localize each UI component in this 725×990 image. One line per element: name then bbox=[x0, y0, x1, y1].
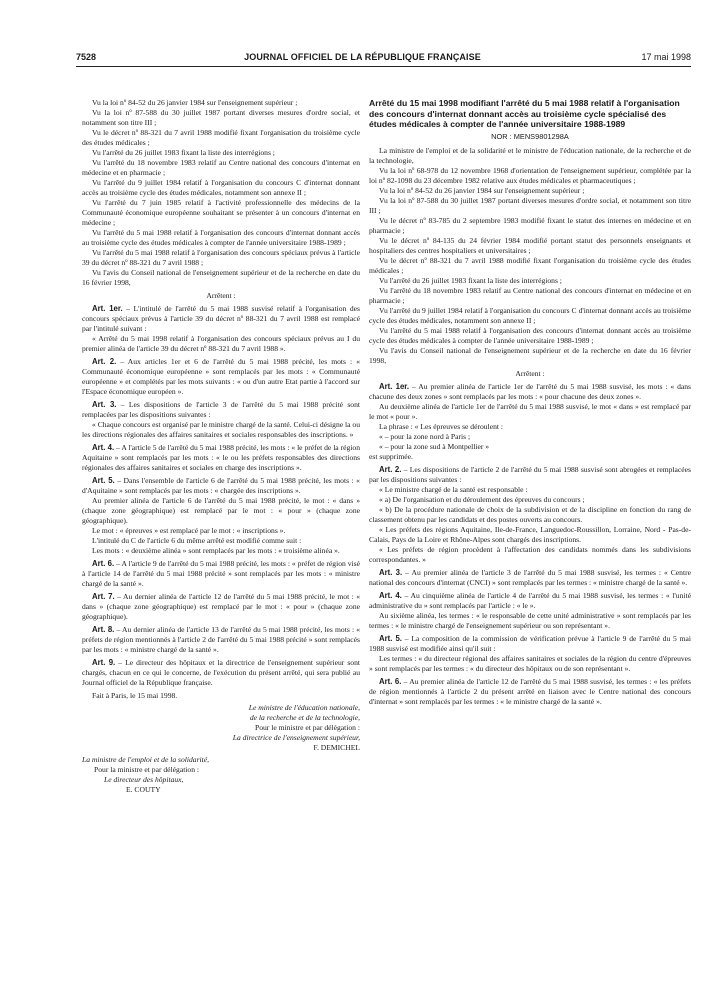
article-paragraph: Le mot : « épreuves » est remplacé par le mot : « inscriptions ». bbox=[92, 526, 286, 535]
visa: Vu l'arrêté du 26 juillet 1983 fixant la liste des interrégions ; bbox=[92, 148, 275, 157]
delegation-line: Pour la ministre et par délégation : bbox=[94, 765, 200, 774]
article-paragraph bbox=[82, 304, 360, 334]
article-paragraph: « Les préfets des régions Aquitaine, Ile-de-France, Languedoc-Roussillon, Lorraine, Nord - Pas-de-Calais, Pays de la Loire et Rhône-Alpes sont chargés des inscriptions. bbox=[369, 524, 691, 544]
visa: Vu l'arrêté du 18 novembre 1983 relatif au Centre national des concours d'internat en médecine et en pharmacie ; bbox=[82, 158, 360, 177]
visa: Vu l'avis du Conseil national de l'enseignement supérieur et de la recherche en date du 16 février 1998, bbox=[369, 345, 691, 365]
visa: Vu le décret nº 84-135 du 24 février 1984 modifié portant statut des personnels enseignants et hospitaliers des centres hospitaliers et universitaires ; bbox=[369, 235, 691, 255]
article-label: Art. 2. bbox=[92, 357, 117, 366]
signature-block-education bbox=[82, 703, 360, 753]
article-text: – Le directeur des hôpitaux et la directrice de l'enseignement supérieur sont chargés, chacun en ce qui le concerne, de l'exécution du présent arrêté, qui sera publié au Journal officiel de la République française. bbox=[82, 658, 360, 687]
article-text: – Au dernier alinéa de l'article 12 de l'arrêté du 5 mai 1988 précité, le mot : « dans » (chaque zone géographique) est remplacé par le mot : « pour » (chaque zone géographique). bbox=[82, 592, 360, 621]
page-header bbox=[0, 0, 725, 62]
article-text: – Au cinquième alinéa de l'article 4 de l'arrêté du 5 mai 1988 susvisé, les termes : « l'unité administrative du » sont remplacés par l'article : « le ». bbox=[369, 590, 691, 610]
article-paragraph: est supprimée. bbox=[369, 451, 413, 461]
article-paragraph: Au premier alinéa de l'article 6 de l'arrêté du 5 mai 1988 précité, le mot : « dans » (chaque zone géographique) est remplacé par le mot : « pour » (chaque zone géographique). bbox=[82, 496, 360, 525]
article-paragraph: « Le ministre chargé de la santé est responsable : bbox=[379, 484, 528, 494]
article-paragraph bbox=[82, 400, 360, 420]
article-text: – Au premier alinéa de l'article 1er de l'arrêté du 5 mai 1988 susvisé, les mots : « dans chacune des deux zones » sont remplacés par les mots : « pour chacune des deux zones ». bbox=[369, 381, 691, 401]
visa: Vu l'avis du Conseil national de l'enseignement supérieur et de la recherche en date du 16 février 1998, bbox=[82, 268, 360, 287]
page-number: 7528 bbox=[76, 52, 97, 62]
article-paragraph bbox=[369, 677, 691, 707]
visa: Vu l'arrêté du 5 mai 1988 relatif à l'organisation des concours d'internat donnant accès au troisième cycle des études médicales à compter de l'année universitaire 1988-1989 ; bbox=[82, 228, 360, 247]
article-label: Art. 4. bbox=[92, 443, 115, 452]
visa: Vu la loi nº 84-52 du 26 janvier 1984 sur l'enseignement supérieur ; bbox=[379, 185, 585, 195]
article-text: – Au premier alinéa de l'article 3 de l'arrêté du 5 mai 1988 susvisé, les termes : « Centre national des concours d'internat (CNCI) » sont remplacés par les termes : « ministre chargé de la santé ». bbox=[369, 567, 691, 587]
article-paragraph bbox=[82, 357, 360, 397]
visa: Vu la loi nº 84-52 du 26 janvier 1984 sur l'enseignement supérieur ; bbox=[92, 98, 298, 107]
article-paragraph bbox=[82, 658, 360, 688]
right-column bbox=[369, 98, 691, 707]
article-paragraph: Les mots : « deuxième alinéa » sont remplacés par les mots : « troisième alinéa ». bbox=[92, 546, 340, 555]
left-column bbox=[82, 98, 360, 795]
visa: Vu la loi nº 87-588 du 30 juillet 1987 portant diverses mesures d'ordre social, et notamment son titre III ; bbox=[82, 108, 360, 127]
signatory-name: F. DEMICHEL bbox=[313, 743, 360, 752]
article-paragraph bbox=[369, 634, 691, 654]
article-label: Art. 5. bbox=[92, 476, 115, 485]
article-paragraph: L'intitulé du C de l'article 6 du même arrêté est modifié comme suit : bbox=[92, 536, 302, 545]
article-text: – Au dernier alinéa de l'article 13 de l'arrêté du 5 mai 1988 précité, les mots : « préfets de région mentionnés à l'article 2 de l'arrêté du 5 mai 1988 précité » sont remplacés par les mots : « ministre chargé de la santé ». bbox=[82, 625, 360, 654]
signatory-title: de la recherche et de la technologie, bbox=[249, 713, 360, 722]
article-paragraph: « Les préfets de région procèdent à l'affectation des candidats nommés dans les subdivisions correspondantes. » bbox=[369, 544, 691, 564]
article-paragraph bbox=[369, 568, 691, 588]
article-text: – Les dispositions de l'article 2 de l'arrêté du 5 mai 1988 susvisé sont abrogées et remplacées par les dispositions suivantes : bbox=[369, 464, 691, 484]
article-label: Art. 2. bbox=[379, 464, 402, 474]
visa: Vu le décret nº 83-785 du 2 septembre 1983 modifié fixant le statut des internes en médecine et en pharmacie ; bbox=[369, 215, 691, 235]
article-label: Art. 8. bbox=[92, 625, 115, 634]
article-label: Art. 1er. bbox=[379, 381, 410, 391]
article-paragraph: Les termes : « du directeur régional des affaires sanitaires et sociales de la région du centre d'épreuves » sont remplacés par les termes : « du directeur des hôpitaux ou de son représentant ». bbox=[369, 653, 691, 673]
signatory-title: La directrice de l'enseignement supérieur, bbox=[232, 733, 360, 742]
journal-title: JOURNAL OFFICIEL DE LA RÉPUBLIQUE FRANÇAISE bbox=[244, 52, 481, 62]
signatory-title: Le ministre de l'éducation nationale, bbox=[248, 703, 360, 712]
signatory-title: La ministre de l'emploi et de la solidarité, bbox=[82, 755, 210, 764]
article-paragraph: « b) De la procédure nationale de choix de la subdivision et de la discipline en fonction du rang de classement obtenu par les candidats et des postes ouverts au concours. bbox=[369, 504, 691, 524]
article-label: Art. 3. bbox=[92, 400, 117, 409]
header-rule bbox=[76, 66, 691, 67]
visa: Vu le décret nº 88-321 du 7 avril 1988 modifié fixant l'organisation du troisième cycle des études médicales ; bbox=[82, 128, 360, 147]
article-paragraph: « – pour la zone nord à Paris ; bbox=[379, 431, 471, 441]
article-label: Art. 9. bbox=[92, 658, 116, 667]
article-label: Art. 5. bbox=[379, 633, 402, 643]
article-label: Art. 6. bbox=[92, 559, 115, 568]
visa: Vu l'arrêté du 18 novembre 1983 relatif au Centre national des concours d'internat en médecine et en pharmacie ; bbox=[369, 285, 691, 305]
article-text: – A l'article 5 de l'arrêté du 5 mai 1988 précité, les mots : « le préfet de la région Aquitaine » sont remplacés par les mots : « le ou les préfets responsables des directions régionales des affaires sanitaires et sociales en charge des inscriptions ». bbox=[82, 443, 360, 472]
article-text: – L'intitulé de l'arrêté du 5 mai 1988 susvisé relatif à l'organisation des concours spéciaux prévus à l'article 39 du décret nº 88-321 du 7 avril 1988 est remplacé par l'intitulé suivant : bbox=[82, 304, 360, 333]
visa: Vu le décret nº 88-321 du 7 avril 1988 modifié fixant l'organisation du troisième cycle des études médicales ; bbox=[369, 255, 691, 275]
delegation-line: Pour le ministre et par délégation : bbox=[254, 723, 360, 732]
signatory-title: Le directeur des hôpitaux, bbox=[104, 775, 184, 784]
article-text: – Au premier alinéa de l'article 12 de l'arrêté du 5 mai 1988 susvisé, les termes : « les préfets de région mentionnés à l'article 2 du présent arrêté en liaison avec le Centre national des concours d'internat » sont remplacés par les termes : « le ministre chargé de la santé ». bbox=[369, 676, 691, 706]
article-paragraph bbox=[369, 382, 691, 402]
article-label: Art. 7. bbox=[92, 592, 115, 601]
visa: Vu l'arrêté du 9 juillet 1984 relatif à l'organisation du concours C d'internat donnant accès au troisième cycle des études médicales, notamment son annexe II ; bbox=[369, 305, 691, 325]
article-text: – A l'article 9 de l'arrêté du 5 mai 1988 précité, les mots : « préfet de région visé à l'article 14 de l'arrêté du 5 mai 1988 précité » sont remplacés par les mots : « ministre chargé de la santé ». bbox=[82, 559, 360, 588]
article-paragraph: Au deuxième alinéa de l'article 1er de l'arrêté du 5 mai 1988 susvisé, le mot « dans » est remplacé par le mot « pour ». bbox=[369, 401, 691, 421]
visa: Vu la loi nº 68-978 du 12 novembre 1968 d'orientation de l'enseignement supérieur, complétée par la loi nº 82-1098 du 23 décembre 1982 relative aux études médicales et pharmaceutiques ; bbox=[369, 165, 691, 185]
article-label: Art. 6. bbox=[379, 676, 402, 686]
intro-paragraph: La ministre de l'emploi et de la solidarité et le ministre de l'éducation nationale, de la recherche et de la technologie, bbox=[369, 145, 691, 165]
article-label: Art. 4. bbox=[379, 590, 402, 600]
signatory-name: E. COUTY bbox=[126, 785, 161, 794]
done-at: Fait à Paris, le 15 mai 1998. bbox=[92, 691, 178, 700]
article-paragraph bbox=[369, 591, 691, 611]
visa: Vu l'arrêté du 5 mai 1988 relatif à l'organisation des concours d'internat donnant accès au troisième cycle des études médicales à compter de l'année universitaire 1988-1989 ; bbox=[369, 325, 691, 345]
article-paragraph bbox=[82, 592, 360, 622]
article-paragraph bbox=[369, 465, 691, 485]
arretent-heading: Arrêtent : bbox=[515, 368, 545, 378]
visa: Vu l'arrêté du 9 juillet 1984 relatif à l'organisation du concours C d'internat donnant accès au troisième cycle des études médicales, notamment son annexe II ; bbox=[82, 178, 360, 197]
article-paragraph bbox=[82, 443, 360, 473]
article-text: – Les dispositions de l'article 3 de l'arrêté du 5 mai 1988 précité sont remplacées par les dispositions suivantes : bbox=[82, 400, 360, 419]
visa: Vu l'arrêté du 5 mai 1988 relatif à l'organisation des concours spéciaux prévus à l'article 39 du décret nº 88-321 du 7 avril 1988 ; bbox=[82, 248, 360, 267]
article-paragraph bbox=[82, 625, 360, 655]
arretent-heading: Arrêtent : bbox=[206, 291, 236, 300]
article-label: Art. 3. bbox=[379, 567, 403, 577]
decree-title: Arrêté du 15 mai 1998 modifiant l'arrêté du 5 mai 1988 relatif à l'organisation des concours d'internat donnant accès au troisième cycle spécialisé des études médicales à compter de l'année universitaire 1988-1989 bbox=[369, 98, 680, 129]
visa: Vu l'arrêté du 7 juin 1985 relatif à l'activité professionnelle des médecins de la Communauté économique européenne souhaitant se présenter à un concours d'internat en médecine ; bbox=[82, 198, 360, 227]
article-paragraph: « Chaque concours est organisé par le ministre chargé de la santé. Celui-ci désigne la ou les directions régionales des affaires sanitaires et sociales responsables des inscriptions. » bbox=[82, 420, 360, 439]
article-label: Art. 1er. bbox=[92, 304, 123, 313]
article-paragraph: « Arrêté du 5 mai 1998 relatif à l'organisation des concours spéciaux prévus au I du premier alinéa de l'article 39 du décret nº 88-321 du 7 avril 1988 ». bbox=[82, 334, 360, 353]
article-text: – Dans l'ensemble de l'article 6 de l'arrêté du 5 mai 1988 précité, les mots : « d'Aquitaine » sont remplacés par les mots : « chargée des inscriptions ». bbox=[82, 476, 360, 495]
visa: Vu l'arrêté du 26 juillet 1983 fixant la liste des interrégions ; bbox=[379, 275, 562, 285]
article-text: – La composition de la commission de vérification prévue à l'article 9 de l'arrêté du 5 mai 1988 susvisé est modifiée ainsi qu'il suit : bbox=[369, 633, 691, 653]
article-paragraph: Au sixième alinéa, les termes : « le responsable de cette unité administrative » sont remplacés par les termes : « le ministre chargé de l'enseignement supérieur ou son représentant ». bbox=[369, 610, 691, 630]
article-paragraph bbox=[82, 559, 360, 589]
article-paragraph: « a) De l'organisation et du déroulement des épreuves du concours ; bbox=[379, 494, 585, 504]
article-paragraph bbox=[82, 476, 360, 496]
nor-reference: NOR : MENS9801298A bbox=[491, 131, 569, 141]
visa: Vu la loi nº 87-588 du 30 juillet 1987 portant diverses mesures d'ordre social, et notamment son titre III ; bbox=[369, 195, 691, 215]
signature-block-emploi bbox=[82, 755, 360, 795]
publication-date: 17 mai 1998 bbox=[641, 52, 691, 62]
article-text: – Aux articles 1er et 6 de l'arrêté du 5 mai 1988 précité, les mots : « Communauté économique européenne » sont remplacés par les mots : « Communauté européenne » et complétés par les mots suivants : « ou d'un autre Etat partie à l'accord sur l'Espace économique européen ». bbox=[82, 357, 360, 396]
article-paragraph: La phrase : « Les épreuves se déroulent : bbox=[379, 421, 503, 431]
article-paragraph: « – pour la zone sud à Montpellier » bbox=[379, 441, 490, 451]
